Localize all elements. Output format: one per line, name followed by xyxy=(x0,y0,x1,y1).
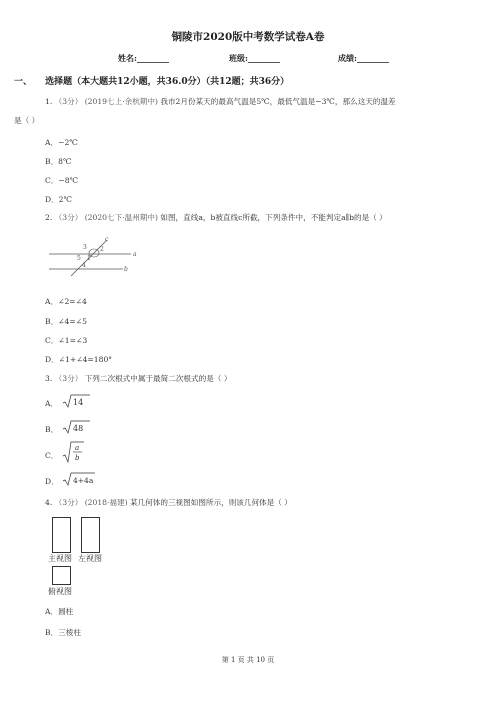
q3-option-a: A． xyxy=(45,399,59,408)
question-text: 某几何体的三视图如图所示，则该几何体是（ ） xyxy=(130,498,292,507)
question-score: （3分） xyxy=(54,374,83,383)
front-view-box xyxy=(52,517,71,553)
score-field-label: 成绩:________ xyxy=(338,53,389,63)
sqrt-14 xyxy=(62,393,92,409)
q2-option-a: A．∠2=∠4 xyxy=(45,297,87,306)
question-score: （3分） xyxy=(54,97,83,106)
svg-text:14: 14 xyxy=(73,398,84,407)
question-4 xyxy=(45,497,292,508)
svg-text:a: a xyxy=(75,444,80,452)
q4-option-b: B．三棱柱 xyxy=(45,628,81,637)
q1-option-c: C．−8℃ xyxy=(45,176,79,185)
top-view-label: 俯视图 xyxy=(48,587,72,596)
figure-label-a: a xyxy=(133,251,137,258)
section-number: 一、 xyxy=(14,77,33,87)
svg-text:4+4a: 4+4a xyxy=(73,476,94,485)
question-source: (2018·福建) xyxy=(84,498,128,507)
svg-text:48: 48 xyxy=(73,424,84,433)
side-view-box xyxy=(81,517,100,553)
question-text: 我市2月份某天的最高气温是5℃，最低气温是−3℃，那么这天的温差 xyxy=(160,97,396,106)
question-number: 3. xyxy=(45,374,53,383)
parallel-lines-figure xyxy=(45,232,145,278)
q4-option-a: A．圆柱 xyxy=(45,607,74,616)
q3-option-b: B． xyxy=(45,425,59,434)
sqrt-4-plus-4a xyxy=(62,471,96,487)
question-source: (2019七上·余杭期中) xyxy=(84,97,158,106)
question-1-text-cont: 是（ ） xyxy=(14,116,40,125)
question-1 xyxy=(45,96,396,107)
question-2 xyxy=(45,212,387,223)
question-3 xyxy=(45,373,231,384)
q3-option-d: D． xyxy=(45,477,59,486)
section-title: 选择题（本大题共12小题，共36.0分）（共12题；共36分） xyxy=(45,77,290,87)
q3-option-c: C． xyxy=(45,451,59,460)
q2-option-c: C．∠1=∠3 xyxy=(45,336,88,345)
class-field-label: 班级:________ xyxy=(229,53,280,63)
q1-option-d: D．2℃ xyxy=(45,195,73,204)
question-source: (2020七下·温州期中) xyxy=(84,213,158,222)
figure-label-c: c xyxy=(105,236,109,243)
sqrt-48 xyxy=(62,419,92,435)
page-title: 铜陵市2020版中考数学试卷A卷 xyxy=(171,31,325,43)
question-text: 如图，直线a，b被直线c所截，下列条件中，不能判定a∥b的是（ ） xyxy=(160,213,387,222)
svg-text:b: b xyxy=(75,454,80,462)
q2-option-d: D．∠1+∠4=180° xyxy=(45,355,113,364)
section-heading xyxy=(14,74,289,87)
top-view-box xyxy=(52,566,71,585)
question-text: 下列二次根式中属于最简二次根式的是（ ） xyxy=(84,374,232,383)
figure-label-2: 2 xyxy=(100,246,104,253)
side-view-label: 左视图 xyxy=(78,554,102,563)
question-number: 4. xyxy=(45,498,53,507)
figure-label-4: 4 xyxy=(82,262,86,269)
question-number: 1. xyxy=(45,97,53,106)
question-number: 2. xyxy=(45,213,53,222)
name-field-label: 姓名:________ xyxy=(118,53,169,63)
question-score: （3分） xyxy=(54,213,83,222)
figure-label-b: b xyxy=(124,266,128,273)
page-footer: 第 1 页 共 10 页 xyxy=(221,656,275,664)
question-score: （3分） xyxy=(54,498,83,507)
q1-option-a: A．−2℃ xyxy=(45,138,78,147)
q2-option-b: B．∠4=∠5 xyxy=(45,317,87,326)
figure-label-5: 5 xyxy=(77,255,81,262)
sqrt-a-over-b xyxy=(62,440,86,464)
figure-label-1: 1 xyxy=(87,255,91,262)
figure-label-3: 3 xyxy=(83,244,87,251)
front-view-label: 主视图 xyxy=(48,554,72,563)
q1-option-b: B．8℃ xyxy=(45,157,72,166)
